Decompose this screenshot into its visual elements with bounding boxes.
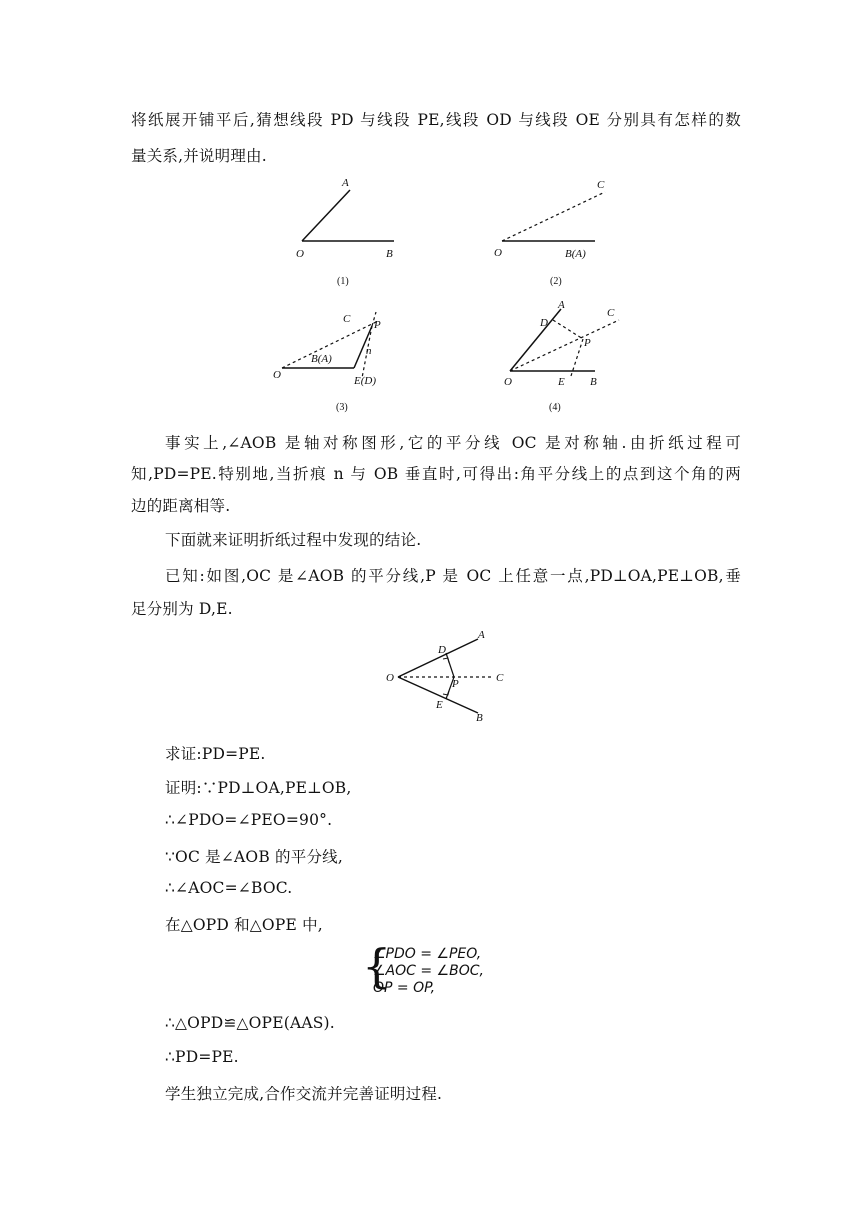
f2-caption: (2) <box>550 276 562 287</box>
figure-2 <box>485 172 625 292</box>
figure-1 <box>290 172 410 292</box>
f4-label-b: B <box>590 376 597 388</box>
f4-label-e: E <box>558 376 565 388</box>
proof-step-5: 在△OPD 和△OPE 中, <box>165 916 323 934</box>
f5-label-a: A <box>478 629 485 641</box>
f5-label-d: D <box>438 644 446 656</box>
system-brace: { <box>362 939 392 993</box>
f5-label-b: B <box>476 712 483 724</box>
f5-label-c: C <box>496 672 504 684</box>
f1-caption: (1) <box>337 276 349 287</box>
figure-5 <box>380 625 520 725</box>
f4-label-c: C <box>607 307 615 319</box>
figure-4 <box>495 296 635 420</box>
f3-label-o: O <box>273 369 281 381</box>
f4-label-p: P <box>584 337 591 349</box>
given-line-2: 足分别为 D,E. <box>131 600 233 618</box>
f3-label-ba: B(A) <box>311 353 332 365</box>
given-line-1: 已知:如图,OC 是∠AOB 的平分线,P 是 OC 上任意一点,PD⊥OA,PE⊥OB,垂 <box>165 567 741 585</box>
proof-prove: 求证:PD=PE. <box>165 745 266 763</box>
f2-label-ba: B(A) <box>565 248 586 260</box>
para2: 下面就来证明折纸过程中发现的结论. <box>165 531 422 549</box>
system-eq-2: ∠AOC = ∠BOC, <box>373 963 484 979</box>
closing-line: 学生独立完成,合作交流并完善证明过程. <box>165 1085 443 1103</box>
para1-line-3: 边的距离相等. <box>131 497 231 515</box>
para1-line-1: 事实上,∠AOB 是轴对称图形,它的平分线 OC 是对称轴.由折纸过程可 <box>165 434 741 452</box>
f2-label-o: O <box>494 247 502 259</box>
figure-3 <box>268 300 418 420</box>
para1-line-2: 知,PD=PE.特别地,当折痕 n 与 OB 垂直时,可得出:角平分线上的点到这个角的两 <box>131 465 741 483</box>
intro-line-2: 量关系,并说明理由. <box>131 147 267 165</box>
proof-step-3: ∵OC 是∠AOB 的平分线, <box>165 848 343 866</box>
f1-label-b: B <box>386 248 393 260</box>
f4-label-o: O <box>504 376 512 388</box>
f3-label-p: P <box>374 319 381 331</box>
intro-line-1: 将纸展开铺平后,猜想线段 PD 与线段 PE,线段 OD 与线段 OE 分别具有怎样的数 <box>131 111 741 129</box>
f4-caption: (4) <box>549 402 561 413</box>
f2-label-c: C <box>597 179 605 191</box>
f3-label-ed: E(D) <box>354 375 376 387</box>
f5-label-p: P <box>452 678 459 690</box>
system-eq-3: OP = OP, <box>373 980 436 996</box>
f3-label-c: C <box>343 313 351 325</box>
proof-step-7: ∴PD=PE. <box>165 1048 239 1066</box>
system-eq-1: ∠PDO = ∠PEO, <box>373 946 482 962</box>
f3-caption: (3) <box>336 402 348 413</box>
f1-label-o: O <box>296 248 304 260</box>
f5-label-e: E <box>436 699 443 711</box>
f5-label-o: O <box>386 672 394 684</box>
f1-label-a: A <box>342 177 349 189</box>
f3-label-n: n <box>366 345 372 357</box>
proof-step-4: ∴∠AOC=∠BOC. <box>165 879 293 897</box>
f4-label-a: A <box>558 299 565 311</box>
proof-step-6: ∴△OPD≌△OPE(AAS). <box>165 1014 335 1032</box>
f4-label-d: D <box>540 317 548 329</box>
proof-step-1: 证明:∵PD⊥OA,PE⊥OB, <box>165 779 352 797</box>
proof-step-2: ∴∠PDO=∠PEO=90°. <box>165 811 333 829</box>
